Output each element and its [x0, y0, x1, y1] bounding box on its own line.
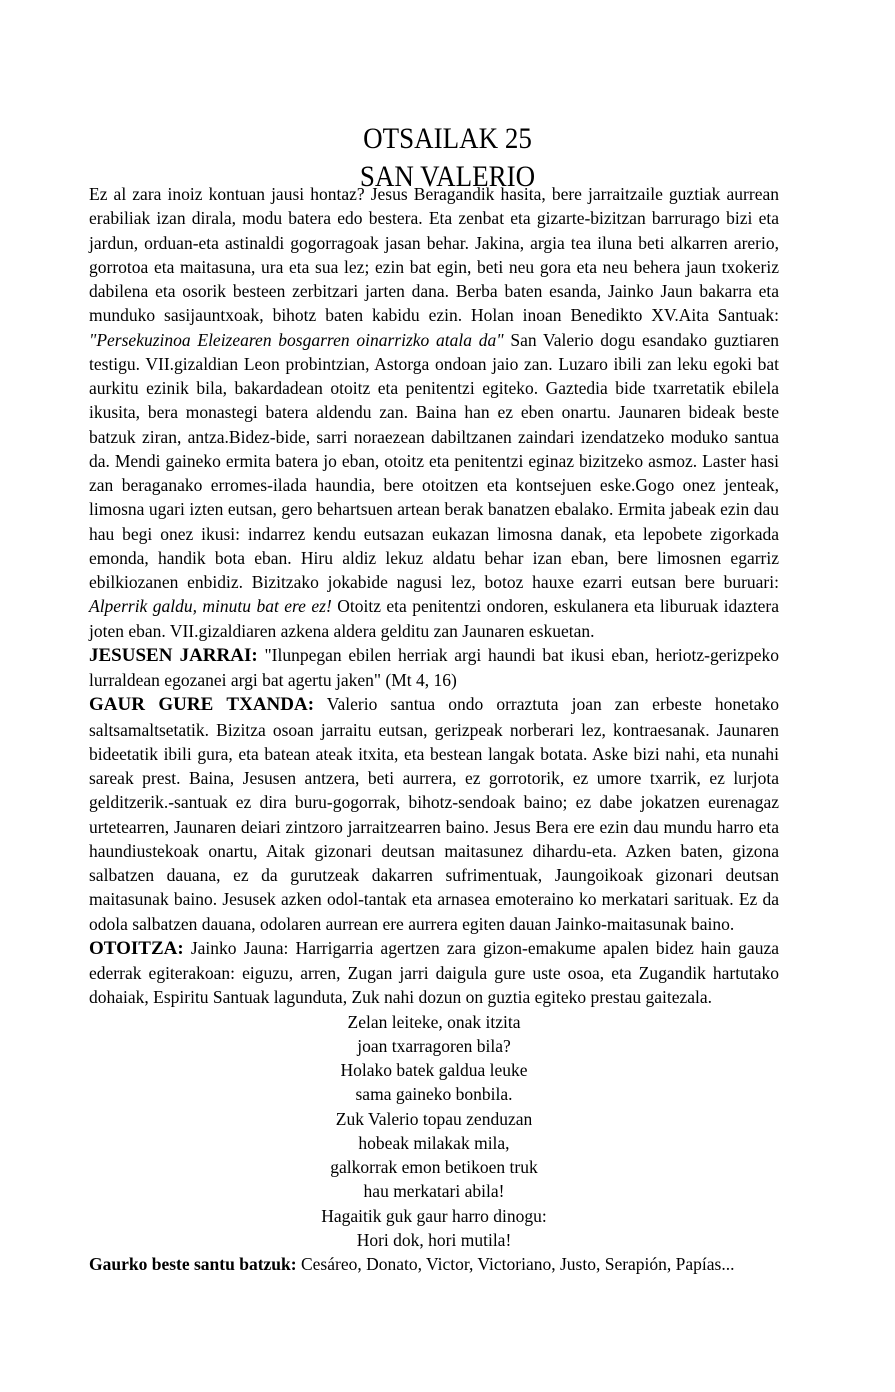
- other-saints-text: Cesáreo, Donato, Victor, Victoriano, Justo, Serapión, Papías...: [296, 1254, 735, 1274]
- jesusen-text: "Ilunpegan ebilen herriak argi haundi bat ikusi eban, heriotz-gerizpeko lurraldean egozanei argi bat agertu jaken" (Mt 4, 16): [89, 644, 779, 690]
- jesusen-label: JESUSEN JARRAI:: [89, 644, 258, 666]
- poem: [89, 1010, 779, 1253]
- intro-text: Ez al zara inoiz kontuan jausi hontaz? Jesus Beragandik hasita, bere jarraitzaile guztiak aurrean erabiliak izan dirala, modu batera edo bestera. Eta zenbat eta gizarte-bizitzan barrurago bizi eta jardun, orduan-eta astinaldi gogorragoak jasan behar. Jakina, argia tea iluna beti alkarren arerio, gorrotoa eta maitasuna, ura eta sua lez; ezin bat egin, beti neu gora eta neu behera jaun txokeriz dabilena eta osorik besteen zerbitzari jarten dana. Berba baten esanda, Jainko Jaun bakarra eta munduko sasijauntxoak, bihotz baten kabidu ezin. Holan inoan Benedikto XV.Aita Santuak:: [89, 184, 779, 326]
- poem-line: Hagaitik guk gaur harro dinogu:: [321, 1205, 547, 1226]
- page-title-saint: SAN VALERIO: [359, 160, 536, 193]
- page-title-date: OTSAILAK 25: [363, 122, 532, 155]
- otoitza-paragraph: [89, 936, 779, 1010]
- gaur-label: GAUR GURE TXANDA:: [89, 694, 315, 716]
- other-saints-paragraph: [89, 1252, 779, 1276]
- poem-line: Holako batek galdua leuke: [340, 1060, 528, 1080]
- poem-line: Zuk Valerio topau zenduzan: [335, 1108, 533, 1129]
- other-saints-label: Gaurko beste santu batzuk:: [89, 1254, 297, 1274]
- poem-line: joan txarragoren bila?: [357, 1035, 511, 1056]
- otoitza-text: Jainko Jauna: Harrigarria agertzen zara gizon-emakume apalen bidez hain gauza ederrak egiterakoan: eiguzu, arren, Zugan jarri daigula gure uste osoa, eta Zugandik hartutako dohaiak, Espiritu Santuak lagunduta, Zuk nahi dozun on guztia egiteko prestau gaitezala.: [89, 937, 779, 1008]
- otoitza-label: OTOITZA:: [89, 937, 184, 959]
- intro-text-rest: San Valerio dogu esandako guztiaren testigu. VII.gizaldian Leon probintzian, Astorga ondoan jaio zan. Luzaro ibili zan leku egoki bat aurkitu ezinik bila, bakardadean otoitz eta penitentzi egiteko. Gaztedia bide txarretatik ebilela ikusita, bera monastegi batera aldendu zan. Baina han ez eben onartu. Jaunaren bideak beste batzuk ziran, antza.Bidez-bide, sarri noraezean dabiltzanen zaindari izendatzeko moduko santua da. Mendi gaineko ermita batera jo eban, otoitz eta penitentzi eginaz bizitzeko asmoz. Laster hasi zan beraganako erromes-ilada haundia, bere otoitzen eta kontsejuen eske.Gogo onez jenteak, limosna ugari izten eutsan, gero behartsuen artean berak banatzen ebalako. Ermita jabeak ezin dau hau begi onez ikusi: indarrez kendu eutsazan eukazan limosna danak, eta lepobete zigorkada emonda, handik bota eban. Hiru aldiz lekuz aldatu behar izan eban, bere limosnen egarriz ebilkiozanen enbidiz. Bizitzako jokabide nagusi lez, botoz hauxe ezarri eutsan bere buruari:: [89, 329, 779, 592]
- intro-paragraph: [89, 182, 779, 643]
- gaur-paragraph: [89, 692, 779, 936]
- poem-line: Hori dok, hori mutila!: [356, 1229, 512, 1250]
- poem-line: sama gaineko bonbila.: [355, 1084, 513, 1105]
- intro-text-end: Otoitz eta penitentzi ondoren, eskulanera eta liburuak idaztera joten eban. VII.gizaldiaren azkena aldera gelditu zan Jaunaren eskuetan.: [89, 596, 780, 641]
- poem-line: Zelan leiteke, onak itzita: [347, 1011, 521, 1032]
- poem-line: hobeak milakak mila,: [358, 1132, 510, 1153]
- intro-motto: Alperrik galdu, minutu bat ere ez!: [89, 596, 332, 617]
- jesusen-paragraph: [89, 643, 779, 693]
- gaur-text: Valerio santua ondo orraztuta joan zan erbeste honetako saltsamaltsetatik. Bizitza osoan jarraitu eutsan, gerizpeak norberari lez, kontraesanak. Jaunaren bideetatik ibili gura, eta batean ateak itxita, eta bestean langak botata. Aske bizi nahi, eta nunahi sareak prest. Baina, Jesusen antzera, beti aurrera, ez gorrotorik, ez umore txarrik, ez lurjota gelditzerik.-santuak ez dira buru-gogorrak, bihotz-sendoak baino; ez dabe jokatzen eurenagaz urtetearren, Jaunaren deiari zintzoro jarraitzearren baino. Jesus Bera ere ezin dau mundu harro eta haundiustekoak onartu, Aitak gizonari deutsan maitasunez dihardu-eta. Azken baten, gizona salbatzen dauana, ez da gurutzeak dakarren sufrimentuak, Jaungoikoak gizonari deutsan maitasunak baino. Jesusek azken odol-tantak eta arnasea emoteraino ko merkatari sarituak. Ez da odola salbatzen dauana, odolaren aurrean ere aurrera egiten dauan Jainko-maitasunak baino.: [89, 694, 779, 934]
- intro-quote: "Persekuzinoa Eleizearen bosgarren oinarrizko atala da": [89, 329, 504, 350]
- poem-line: hau merkatari abila!: [363, 1181, 505, 1202]
- poem-line: galkorrak emon betikoen truk: [330, 1157, 538, 1177]
- body-text: [89, 182, 779, 1276]
